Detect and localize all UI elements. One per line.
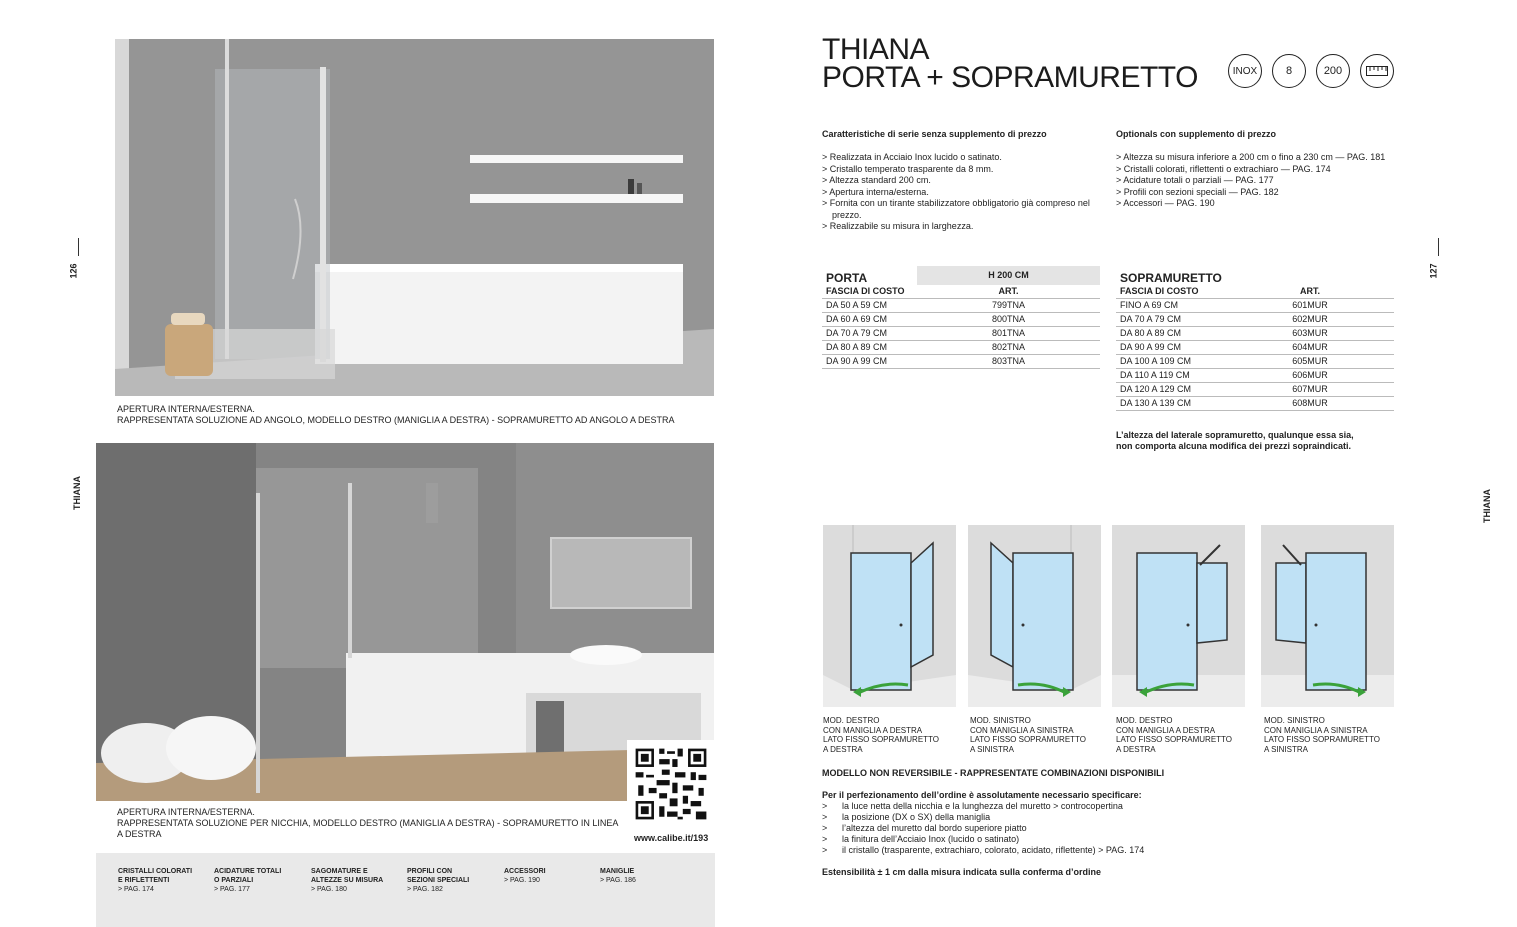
config-diagram-right-handle-right-fixed	[823, 525, 956, 707]
porta-table-title: PORTA	[826, 271, 868, 285]
standard-features-heading: Caratteristiche di serie senza supplemento di prezzo	[822, 129, 1047, 139]
list-item: > Realizzata in Acciaio Inox lucido o satinato.	[822, 152, 1002, 162]
list-item: > Acidature totali o parziali — PAG. 177	[1116, 175, 1274, 185]
porta-col-art-header: ART.	[917, 285, 1100, 299]
standard-features-list	[822, 152, 1102, 233]
photo2-caption-line2: RAPPRESENTATA SOLUZIONE PER NICCHIA, MODELLO DESTRO (MANIGLIA A DESTRA) - SOPRAMURETTO IN LINEA	[117, 818, 619, 828]
table-row: DA 70 A 79 CM 602MUR	[1116, 313, 1394, 327]
height-badge-icon: 200	[1316, 54, 1350, 88]
footer-link-ref: > PAG. 180	[311, 886, 347, 893]
bathroom-photo-niche	[96, 443, 714, 801]
qr-code-icon	[633, 746, 709, 822]
list-item: > Altezza su misura inferiore a 200 cm o fino a 230 cm — PAG. 181	[1116, 152, 1386, 162]
list-item: > Fornita con un tirante stabilizzatore obbligatorio già compreso nel prezzo.	[822, 198, 1090, 220]
table-row: DA 60 A 69 CM 800TNA	[822, 313, 1100, 327]
optional-links-band	[96, 853, 715, 927]
table-row: DA 90 A 99 CM 604MUR	[1116, 341, 1394, 355]
optionals-heading: Optionals con supplemento di prezzo	[1116, 129, 1277, 139]
footer-link-ref: > PAG. 182	[407, 886, 443, 893]
footer-link-colored-glass[interactable]	[118, 867, 208, 894]
footer-link-special-profiles[interactable]	[407, 867, 497, 894]
non-reversible-notice: MODELLO NON REVERSIBILE - RAPPRESENTATE COMBINAZIONI DISPONIBILI	[822, 768, 1165, 778]
list-item: > Profili con sezioni speciali — PAG. 182	[1116, 186, 1279, 197]
table-row: DA 50 A 59 CM 799TNA	[822, 299, 1100, 313]
footer-link-title2: E RIFLETTENTI	[118, 877, 170, 884]
footer-link-ref: > PAG. 177	[214, 886, 250, 893]
list-item: > l’altezza del muretto dal bordo superiore piatto	[822, 823, 1027, 833]
list-item: > la finitura dell’Acciaio Inox (lucido o satinato)	[822, 834, 1020, 844]
table-row: FINO A 69 CM 601MUR	[1116, 299, 1394, 313]
table-row: DA 100 A 109 CM 605MUR	[1116, 355, 1394, 369]
config-diagram-left-handle-left-fixed	[968, 525, 1101, 707]
inox-badge-icon: INOX	[1228, 54, 1262, 88]
list-item: > Accessori — PAG. 190	[1116, 198, 1215, 208]
footer-link-title1: ACCESSORI	[504, 868, 546, 875]
table-row: DA 130 A 139 CM 608MUR	[1116, 397, 1394, 411]
list-item: > Realizzabile su misura in larghezza.	[822, 221, 974, 231]
config-diagram-niche-right-fixed	[1112, 525, 1245, 707]
photo2-caption-line3: A DESTRA	[117, 829, 162, 839]
list-item: > il cristallo (trasparente, extrachiaro, colorato, acidato, riflettente) > PAG. 174	[822, 845, 1145, 855]
qr-code-block[interactable]	[627, 740, 714, 848]
order-requirements-heading: Per il perfezionamento dell’ordine è assolutamente necessario specificare:	[822, 790, 1142, 800]
list-item: > la luce netta della nicchia e la lunghezza del muretto > controcopertina	[822, 801, 1123, 811]
sopra-col-range-header: FASCIA DI COSTO	[1116, 285, 1226, 299]
footer-link-title2: SEZIONI SPECIALI	[407, 877, 470, 884]
table-row: DA 110 A 119 CM 606MUR	[1116, 369, 1394, 383]
footer-link-title2: ALTEZZE SU MISURA	[311, 877, 384, 884]
sopra-price-note: L’altezza del laterale sopramuretto, qualunque essa sia, non comporta alcuna modifica dei prezzi sopraindicati.	[1116, 430, 1354, 451]
photo1-caption-line2: RAPPRESENTATA SOLUZIONE AD ANGOLO, MODELLO DESTRO (MANIGLIA A DESTRA) - SOPRAMURETTO AD ANGOLO A DESTRA	[117, 415, 675, 425]
footer-link-ref: > PAG. 186	[600, 877, 636, 884]
footer-link-acid-etching[interactable]	[214, 867, 304, 894]
diagram-caption: MOD. DESTRO CON MANIGLIA A DESTRA LATO FISSO SOPRAMURETTO A DESTRA	[823, 716, 940, 754]
photo2-caption-line1: APERTURA INTERNA/ESTERNA.	[117, 807, 255, 817]
footer-link-title2: O PARZIALI	[214, 877, 254, 884]
footer-link-title1: ACIDATURE TOTALI	[214, 868, 282, 875]
page-number-rule	[1438, 238, 1439, 256]
table-row: DA 70 A 79 CM 801TNA	[822, 327, 1100, 341]
optionals-list	[1116, 152, 1406, 210]
list-item: > Apertura interna/esterna.	[822, 186, 929, 197]
footer-link-title1: PROFILI CON	[407, 868, 453, 875]
custom-size-ruler-icon	[1360, 54, 1394, 88]
diagram-caption: MOD. DESTRO CON MANIGLIA A DESTRA LATO FISSO SOPRAMURETTO A DESTRA	[1116, 716, 1233, 754]
product-title: THIANA	[822, 33, 930, 66]
porta-height-header: H 200 CM	[917, 266, 1100, 285]
diagram-caption: MOD. SINISTRO CON MANIGLIA A SINISTRA LATO FISSO SOPRAMURETTO A SINISTRA	[970, 716, 1087, 754]
table-row: DA 90 A 99 CM 803TNA	[822, 355, 1100, 369]
left-section-tab: THIANA	[72, 476, 82, 510]
porta-col-range-header: FASCIA DI COSTO	[822, 285, 917, 299]
table-row: DA 80 A 89 CM 802TNA	[822, 341, 1100, 355]
sopra-table-title: SOPRAMURETTO	[1120, 271, 1222, 285]
table-row: DA 80 A 89 CM 603MUR	[1116, 327, 1394, 341]
footer-link-accessories[interactable]	[504, 867, 594, 885]
photo1-caption-line1: APERTURA INTERNA/ESTERNA.	[117, 404, 255, 414]
bathroom-photo-corner	[115, 39, 714, 396]
sopramuretto-price-table	[1116, 266, 1394, 411]
diagram-caption: MOD. SINISTRO CON MANIGLIA A SINISTRA LATO FISSO SOPRAMURETTO A SINISTRA	[1264, 716, 1381, 754]
footer-link-title1: CRISTALLI COLORATI	[118, 868, 193, 875]
list-item: > la posizione (DX o SX) della maniglia	[822, 812, 991, 822]
footer-link-ref: > PAG. 190	[504, 877, 540, 884]
footer-link-title1: SAGOMATURE E	[311, 868, 368, 875]
list-item: > Altezza standard 200 cm.	[822, 175, 931, 185]
order-requirements-list	[822, 801, 1222, 856]
sopra-col-art-header: ART.	[1226, 285, 1394, 299]
page-number-rule	[78, 238, 79, 256]
list-item: > Cristallo temperato trasparente da 8 mm.	[822, 163, 994, 174]
footer-link-title1: MANIGLIE	[600, 868, 635, 875]
product-subtitle: PORTA + SOPRAMURETTO	[822, 61, 1198, 94]
glass-thickness-badge-icon: 8	[1272, 54, 1306, 88]
footer-link-ref: > PAG. 174	[118, 886, 154, 893]
qr-url[interactable]: www.calibe.it/193	[634, 833, 709, 843]
footer-link-custom-shapes[interactable]	[311, 867, 401, 894]
tolerance-note: Estensibilità ± 1 cm dalla misura indicata sulla conferma d’ordine	[822, 867, 1102, 877]
footer-link-handles[interactable]	[600, 867, 690, 885]
right-section-tab: THIANA	[1482, 489, 1492, 523]
right-page-number: 127	[1428, 263, 1439, 279]
table-row: DA 120 A 129 CM 607MUR	[1116, 383, 1394, 397]
list-item: > Cristalli colorati, riflettenti o extrachiaro — PAG. 174	[1116, 163, 1331, 174]
left-page-number: 126	[68, 263, 79, 279]
porta-price-table	[822, 266, 1100, 369]
config-diagram-niche-left-fixed	[1261, 525, 1394, 707]
